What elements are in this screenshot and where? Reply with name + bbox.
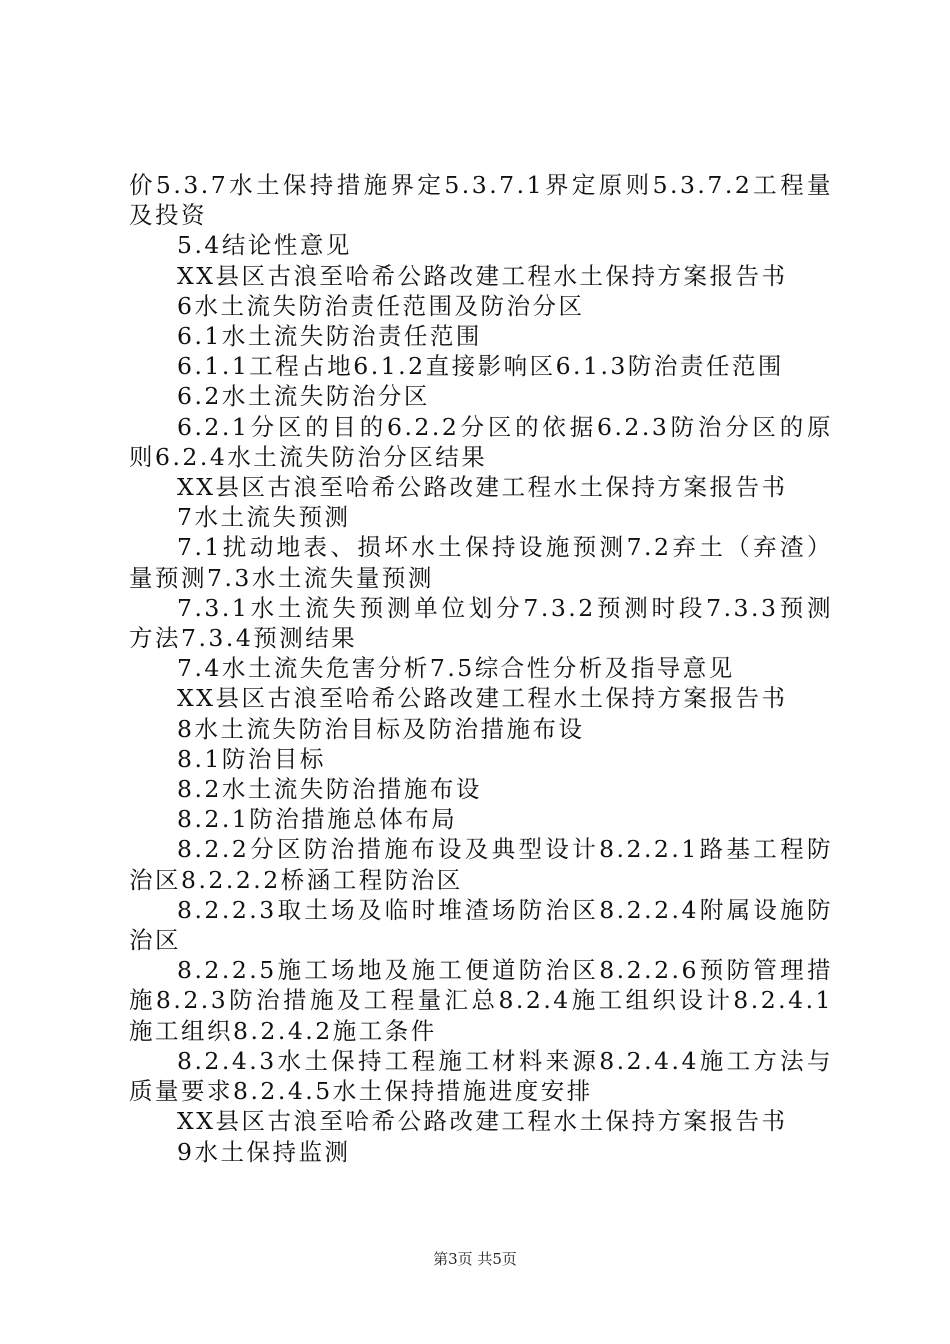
paragraph: 6.2水土流失防治分区 <box>177 382 430 411</box>
paragraph: XX县区古浪至哈希公路改建工程水土保持方案报告书 <box>177 261 788 290</box>
paragraph: 7水土流失预测 <box>177 503 351 532</box>
paragraph: 7.3.1水土流失预测单位划分7.3.2预测时段7.3.3预测方法7.3.4预测结果 <box>129 593 833 653</box>
paragraph: 价5.3.7水土保持措施界定5.3.7.1界定原则5.3.7.2工程量及投资 <box>129 171 833 230</box>
paragraph: 6水土流失防治责任范围及防治分区 <box>177 291 585 320</box>
paragraph: 8.1防治目标 <box>177 744 326 773</box>
paragraph: 8.2.1防治措施总体布局 <box>177 805 458 834</box>
paragraph: XX县区古浪至哈希公路改建工程水土保持方案报告书 <box>177 684 788 713</box>
paragraph: 6.1.1工程占地6.1.2直接影响区6.1.3防治责任范围 <box>177 352 784 381</box>
paragraph: 7.1扰动地表、损坏水土保持设施预测7.2弃土（弃渣）量预测7.3水土流失量预测 <box>129 533 833 592</box>
paragraph: 8.2.4.3水土保持工程施工材料来源8.2.4.4施工方法与质量要求8.2.4.5水土保持措施进度安排 <box>129 1046 833 1106</box>
paragraph: 9水土保持监测 <box>177 1137 351 1166</box>
paragraph: 8.2.2分区防治措施布设及典型设计8.2.2.1路基工程防治区8.2.2.2桥涵工程防治区 <box>129 835 833 894</box>
paragraph: 7.4水土流失危害分析7.5综合性分析及指导意见 <box>177 654 735 683</box>
paragraph: XX县区古浪至哈希公路改建工程水土保持方案报告书 <box>177 473 788 502</box>
paragraph: 5.4结论性意见 <box>177 231 352 260</box>
page-footer: 第3页 共5页 <box>433 1250 517 1268</box>
paragraph: 8.2.2.5施工场地及施工便道防治区8.2.2.6预防管理措施8.2.3防治措施及工程量汇总8.2.4施工组织设计8.2.4.1施工组织8.2.4.2施工条件 <box>129 956 833 1045</box>
paragraph: 8水土流失防治目标及防治措施布设 <box>177 714 585 743</box>
paragraph: 8.2水土流失防治措施布设 <box>177 775 482 804</box>
paragraph: 6.1水土流失防治责任范围 <box>177 322 482 351</box>
paragraph: 6.2.1分区的目的6.2.2分区的依据6.2.3防治分区的原则6.2.4水土流失防治分区结果 <box>129 412 833 471</box>
paragraph: 8.2.2.3取土场及临时堆渣场防治区8.2.2.4附属设施防治区 <box>129 895 833 955</box>
document-body <box>129 170 833 1167</box>
paragraph: XX县区古浪至哈希公路改建工程水土保持方案报告书 <box>177 1107 788 1136</box>
